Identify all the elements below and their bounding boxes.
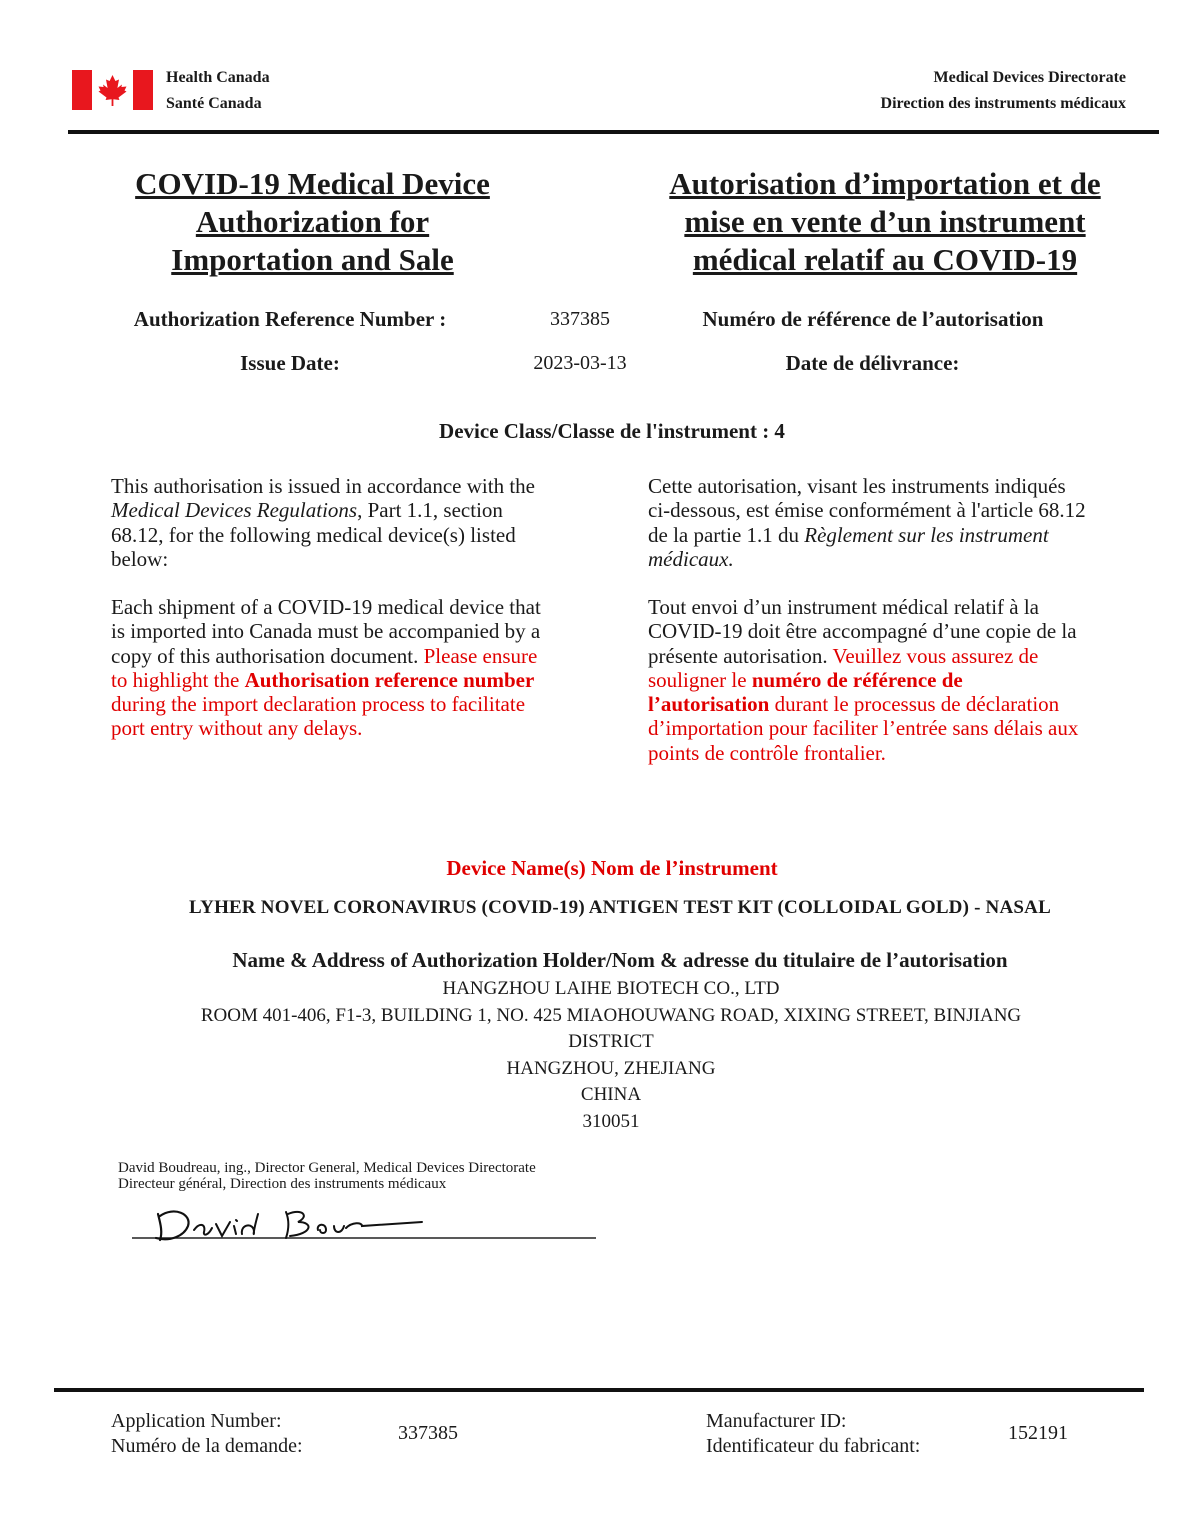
paragraph-fr-2: Tout envoi d’un instrument médical relatif à la COVID-19 doit être accompagné d’une copie de la présente autorisation. Veuillez vous assurez de souligner le numéro de référence de l’autorisation durant le processus de déclaration d’importation pour faciliter l’entrée sans délais aux points de contrôle frontalier.: [648, 595, 1079, 765]
manufacturer-id-value: 152191: [1008, 1422, 1068, 1444]
paragraph-en-2: Each shipment of a COVID-19 medical device that is imported into Canada must be accompanied by a copy of this authorisation document. Please ensure to highlight the Authorisation reference number during the import declaration process to facilitate port entry without any delays.: [111, 595, 541, 741]
title-fr: Autorisation d’importation et de mise en vente d’un instrument médical relatif au COVID-19: [669, 166, 1101, 277]
header-rule: [68, 130, 1159, 134]
issue-date-label-fr: Date de délivrance:: [785, 351, 960, 375]
agency-name-fr: Santé Canada: [166, 95, 262, 112]
reference-label-fr: Numéro de référence de l’autorisation: [702, 307, 1044, 331]
holder-address: [100, 976, 1122, 1135]
application-number-label: Application Number: Numéro de la demande:: [111, 1410, 303, 1457]
signatory-line-en: David Boudreau, ing., Director General, Medical Devices Directorate: [118, 1160, 536, 1176]
application-number-value: 337385: [398, 1422, 458, 1444]
issue-date-label-en: Issue Date:: [240, 351, 340, 375]
device-class: Device Class/Classe de l'instrument : 4: [439, 419, 785, 443]
holder-company: HANGZHOU LAIHE BIOTECH CO., LTD: [442, 978, 780, 999]
agency-name-en: Health Canada: [166, 69, 270, 86]
directorate-fr: Direction des instruments médicaux: [880, 95, 1126, 112]
device-name-heading: Device Name(s) Nom de l’instrument: [446, 856, 778, 880]
paragraph-en-1: This authorisation is issued in accordance with the Medical Devices Regulations, Part 1.1, section 68.12, for the following medical device(s) listed below:: [111, 474, 535, 571]
title-en: COVID-19 Medical Device Authorization for Importation and Sale: [135, 166, 490, 277]
holder-street: ROOM 401-406, F1-3, BUILDING 1, NO. 425 MIAOHOUWANG ROAD, XIXING STREET, BINJIANG: [200, 1004, 1022, 1026]
holder-district: DISTRICT: [568, 1031, 654, 1052]
holder-heading: Name & Address of Authorization Holder/Nom & adresse du titulaire de l’autorisation: [232, 948, 1008, 972]
holder-country: CHINA: [580, 1084, 642, 1105]
reference-number: 337385: [550, 308, 610, 330]
directorate-en: Medical Devices Directorate: [933, 69, 1126, 86]
signature-image: [130, 1200, 600, 1245]
manufacturer-id-label: Manufacturer ID: Identificateur du fabricant:: [706, 1410, 921, 1457]
device-name: LYHER NOVEL CORONAVIRUS (COVID-19) ANTIGEN TEST KIT (COLLOIDAL GOLD) - NASAL: [189, 897, 1051, 918]
canada-flag-logo: [72, 70, 153, 110]
signatory-block: [118, 1160, 536, 1192]
holder-postal-code: 310051: [582, 1110, 640, 1132]
issue-date-value: 2023-03-13: [533, 352, 627, 374]
reference-label-en: Authorization Reference Number :: [133, 307, 447, 331]
signatory-line-fr: Directeur général, Direction des instruments médicaux: [118, 1176, 447, 1192]
paragraph-fr-1: Cette autorisation, visant les instruments indiqués ci-dessous, est émise conformément à l'article 68.12 de la partie 1.1 du Règlement sur les instrument médicaux.: [648, 474, 1086, 571]
footer-rule: [54, 1388, 1144, 1392]
holder-city: HANGZHOU, ZHEJIANG: [506, 1057, 716, 1079]
